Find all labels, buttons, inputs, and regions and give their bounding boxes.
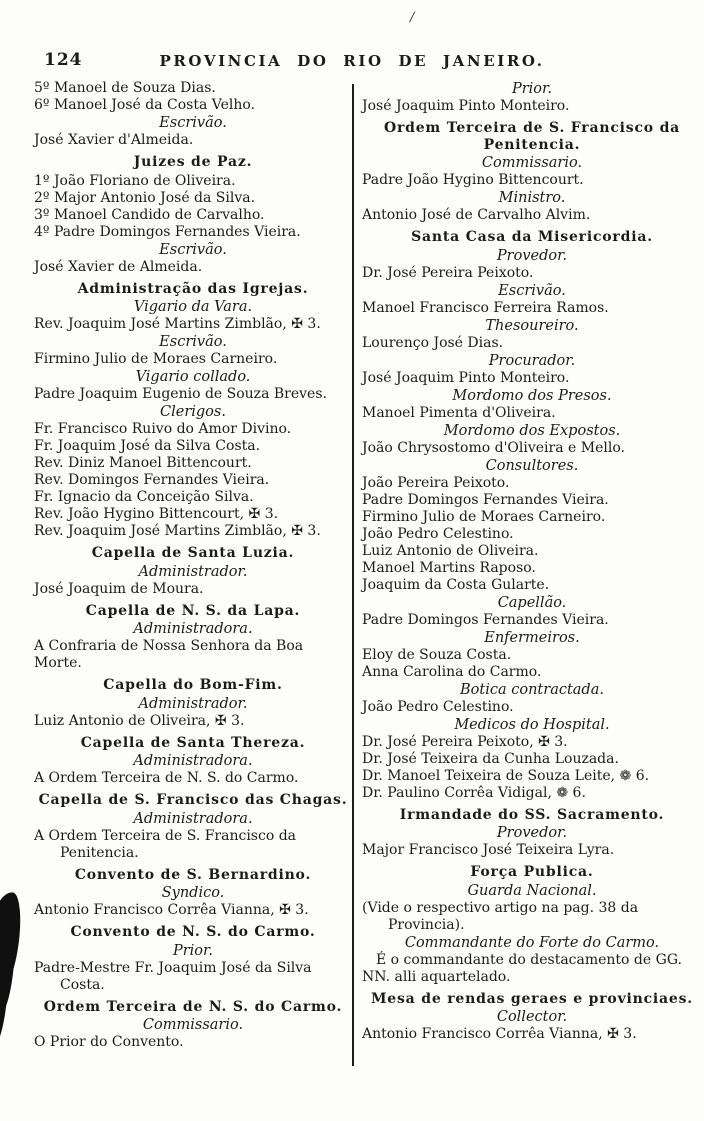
- entry-line: José Xavier d'Almeida.: [34, 132, 194, 148]
- office-subheading: Vigario collado.: [135, 369, 251, 385]
- entry-line: José Xavier de Almeida.: [34, 258, 203, 275]
- entry-line: Padre-Mestre Fr. Joaquim José da Silva Costa.: [34, 959, 312, 993]
- entry-line: José Joaquim de Moura.: [34, 580, 204, 597]
- office-subheading: Escrivão.: [498, 282, 566, 299]
- office-subheading: Provedor.: [496, 247, 568, 264]
- note-paragraph: É o commandante do destacamento de GG. NN. alli aquartelado.: [362, 951, 682, 985]
- office-subheading: Botica contractada.: [460, 681, 604, 698]
- office-subheading: Escrivão.: [159, 241, 227, 258]
- section-heading: Capella de Santa Thereza.: [80, 734, 306, 751]
- office-subheading: Vigario da Vara.: [133, 299, 253, 315]
- office-subheading: Clerigos.: [160, 404, 226, 420]
- entry-line: Padre Domingos Fernandes Vieira.: [362, 491, 609, 508]
- entry-line: Rev. Diniz Manoel Bittencourt.: [34, 455, 252, 471]
- entry-line: Manoel Martins Raposo.: [362, 559, 536, 576]
- office-subheading: Syndico.: [161, 885, 225, 901]
- entry-line: Joaquim da Costa Gularte.: [362, 576, 550, 593]
- ink-smudge-artifact: [0, 891, 23, 991]
- office-subheading: Procurador.: [488, 352, 576, 369]
- section-heading: Mesa de rendas geraes e provinciaes.: [371, 990, 693, 1007]
- office-subheading: Commandante do Forte do Carmo.: [404, 934, 660, 951]
- entry-line: Rev. Joaquim José Martins Zimblão, ✠ 3.: [34, 316, 321, 332]
- entry-line: Eloy de Souza Costa.: [362, 646, 512, 663]
- entry-line: João Pedro Celestino.: [362, 525, 514, 542]
- entry-line: Rev. Domingos Fernandes Vieira.: [34, 472, 270, 488]
- entry-line: Manoel Pimenta d'Oliveira.: [362, 404, 556, 421]
- entry-line: Firmino Julio de Moraes Carneiro.: [34, 351, 278, 367]
- entry-line: Anna Carolina do Carmo.: [362, 663, 542, 680]
- entry-line: Fr. Joaquim José da Silva Costa.: [34, 438, 261, 454]
- office-subheading: Administradora.: [133, 810, 253, 827]
- office-subheading: Prior.: [511, 81, 552, 97]
- entry-line: Dr. José Teixeira da Cunha Louzada.: [362, 750, 619, 767]
- page-number: 124: [44, 50, 83, 70]
- office-subheading: Administrador.: [138, 695, 248, 712]
- entry-line: Padre Joaquim Eugenio de Souza Breves.: [34, 386, 327, 402]
- office-subheading: Administradora.: [133, 753, 253, 769]
- right-column: [362, 80, 702, 1051]
- entry-line: José Joaquim Pinto Monteiro.: [362, 98, 570, 114]
- section-heading: Capella de S. Francisco das Chagas.: [38, 792, 348, 808]
- entry-line: 3º Manoel Candido de Carvalho.: [34, 206, 265, 223]
- entry-line: 2º Major Antonio José da Silva.: [34, 189, 256, 206]
- entry-line: Padre Domingos Fernandes Vieira.: [362, 611, 609, 628]
- office-subheading: Provedor.: [496, 825, 568, 841]
- entry-line: Fr. Francisco Ruivo do Amor Divino.: [34, 421, 292, 437]
- entry-line: Antonio Francisco Corrêa Vianna, ✠ 3.: [34, 902, 309, 918]
- entry-line: Major Francisco José Teixeira Lyra.: [362, 842, 615, 858]
- entry-line: Rev. Joaquim José Martins Zimblão, ✠ 3.: [34, 523, 321, 539]
- section-heading: Ordem Terceira de N. S. do Carmo.: [43, 998, 343, 1015]
- office-subheading: Capellão.: [497, 594, 567, 611]
- entry-line: 5º Manoel de Souza Dias.: [34, 80, 216, 96]
- entry-line: 4º Padre Domingos Fernandes Vieira.: [34, 223, 301, 240]
- entry-line: O Prior do Convento.: [34, 1034, 184, 1050]
- entry-line: Lourenço José Dias.: [362, 334, 504, 351]
- entry-line: João Chrysostomo d'Oliveira e Mello.: [362, 439, 625, 456]
- office-subheading: Prior.: [172, 942, 213, 959]
- section-heading: Irmandade do SS. Sacramento.: [399, 806, 665, 823]
- entry-line: Firmino Julio de Moraes Carneiro.: [362, 508, 606, 525]
- entry-line: A Ordem Terceira de N. S. do Carmo.: [34, 770, 299, 786]
- office-subheading: Mordomo dos Expostos.: [443, 422, 621, 439]
- office-subheading: Administradora.: [133, 621, 253, 637]
- page-title: PROVINCIA DO RIO DE JANEIRO.: [159, 52, 545, 70]
- entry-line: Antonio José de Carvalho Alvim.: [362, 207, 591, 223]
- section-heading: Administração das Igrejas.: [77, 280, 309, 297]
- entry-line: Dr. Manoel Teixeira de Souza Leite, ❁ 6.: [362, 767, 650, 784]
- office-subheading: Medicos do Hospital.: [454, 716, 610, 733]
- section-heading: Força Publica.: [470, 864, 594, 880]
- section-heading: Capella do Bom-Fim.: [103, 677, 283, 693]
- office-subheading: Commissario.: [481, 155, 583, 171]
- entry-line: A Confraria de Nossa Senhora da Boa Morte.: [34, 638, 304, 671]
- entry-line: Manoel Francisco Ferreira Ramos.: [362, 299, 609, 316]
- entry-line: Padre João Hygino Bittencourt.: [362, 172, 584, 188]
- office-subheading: Guarda Nacional.: [467, 882, 597, 899]
- entry-line: José Joaquim Pinto Monteiro.: [362, 369, 570, 386]
- section-heading: Capella de N. S. da Lapa.: [85, 602, 301, 619]
- office-subheading: Mordomo dos Presos.: [452, 387, 612, 404]
- office-subheading: Escrivão.: [159, 115, 227, 131]
- two-column-text-area: [34, 80, 702, 1051]
- office-subheading: Administrador.: [138, 563, 248, 580]
- left-column: [34, 80, 354, 1051]
- entry-line: Dr. José Pereira Peixoto.: [362, 264, 534, 281]
- entry-line: João Pereira Peixoto.: [362, 474, 510, 491]
- office-subheading: Thesoureiro.: [485, 317, 579, 334]
- entry-line: Antonio Francisco Corrêa Vianna, ✠ 3.: [362, 1026, 637, 1042]
- office-subheading: Collector.: [496, 1009, 568, 1025]
- entry-line: Dr. José Pereira Peixoto, ✠ 3.: [362, 733, 568, 750]
- section-heading: Capella de Santa Luzia.: [91, 545, 295, 561]
- entry-line: A Ordem Terceira de S. Francisco da Penitencia.: [34, 827, 297, 861]
- office-subheading: Enfermeiros.: [484, 629, 580, 646]
- entry-line: (Vide o respectivo artigo na pag. 38 da Provincia).: [362, 899, 639, 933]
- section-heading: Santa Casa da Misericordia.: [411, 229, 653, 245]
- entry-line: Luiz Antonio de Oliveira, ✠ 3.: [34, 712, 245, 729]
- entry-line: Fr. Ignacio da Conceição Silva.: [34, 489, 254, 505]
- entry-line: Rev. João Hygino Bittencourt, ✠ 3.: [34, 506, 279, 522]
- entry-line: Luiz Antonio de Oliveira.: [362, 542, 539, 559]
- section-heading: Ordem Terceira de S. Francisco da Penitencia.: [383, 120, 681, 153]
- office-subheading: Ministro.: [498, 190, 566, 206]
- section-heading: Convento de N. S. do Carmo.: [70, 924, 316, 940]
- office-subheading: Escrivão.: [159, 334, 227, 350]
- entry-line: 1º João Floriano de Oliveira.: [34, 172, 236, 189]
- entry-line: João Pedro Celestino.: [362, 698, 514, 715]
- entry-line: Dr. Paulino Corrêa Vidigal, ❁ 6.: [362, 784, 586, 801]
- section-heading: Convento de S. Bernardino.: [74, 866, 312, 883]
- office-subheading: Commissario.: [142, 1017, 244, 1033]
- office-subheading: Consultores.: [485, 457, 579, 474]
- print-artifact-mark: /: [410, 10, 415, 25]
- section-heading: Juizes de Paz.: [133, 154, 253, 170]
- entry-line: 6º Manoel José da Costa Velho.: [34, 97, 255, 113]
